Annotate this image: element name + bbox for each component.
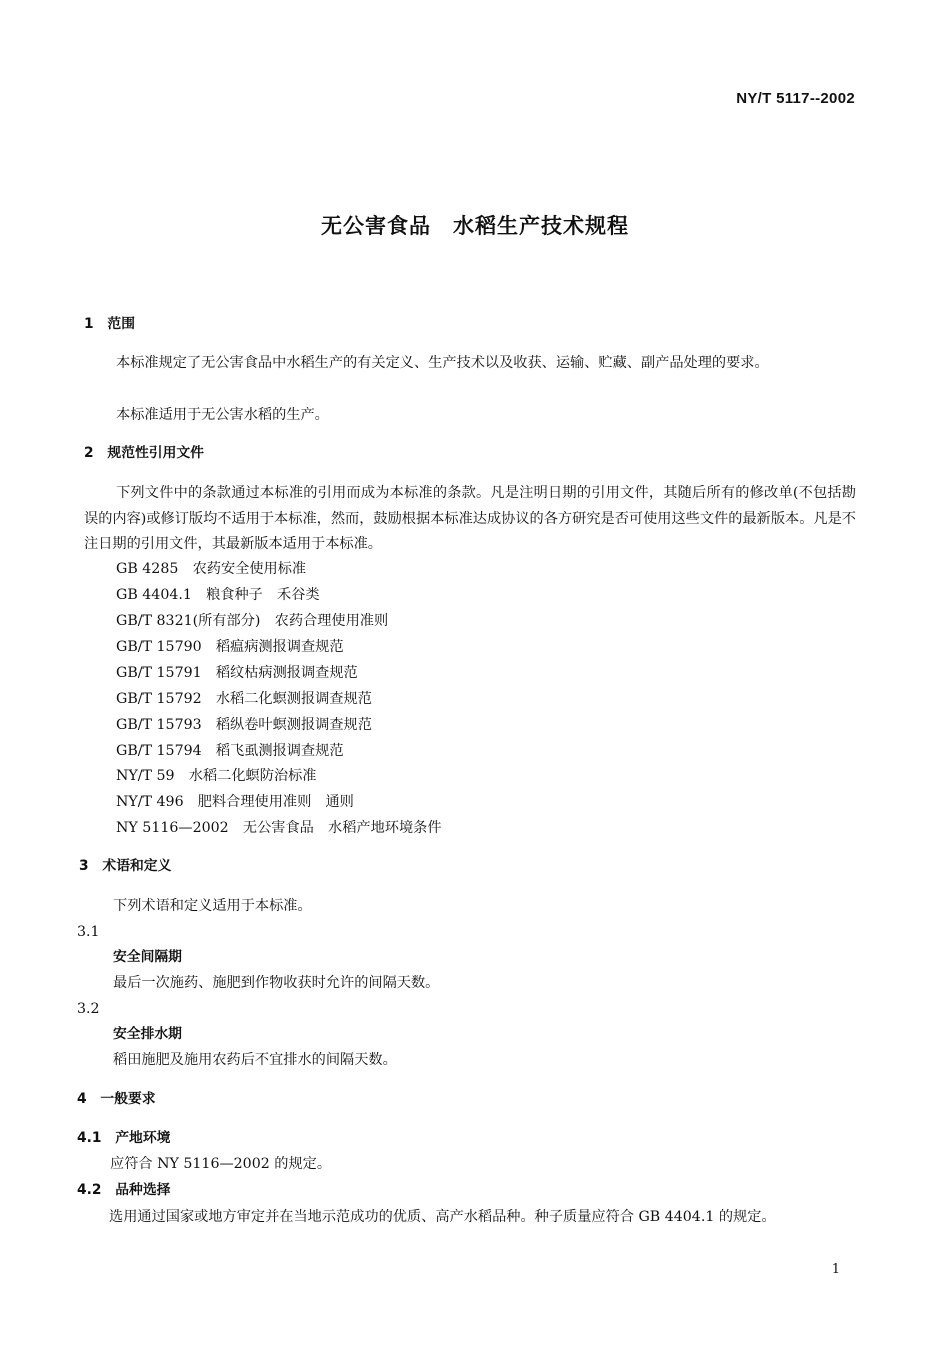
term-3-2-definition: 稻田施肥及施用农药后不宜排水的间隔天数。: [113, 1052, 397, 1068]
reference-item: GB/T 15793 稻纵卷叶螟测报调查规范: [116, 717, 372, 733]
section-4-1-heading: 4.1 产地环境: [77, 1130, 171, 1146]
reference-item: GB/T 15792 水稻二化螟测报调查规范: [116, 691, 372, 707]
term-3-1-number: 3.1: [77, 924, 100, 940]
section-2-paragraph-1: 下列文件中的条款通过本标准的引用而成为本标准的条款。凡是注明日期的引用文件，其随后所有的修改单(不包括勘误的内容)或修订版均不适用于本标准，然而，鼓励根据本标准达成协议的各方研究是否可使用这些文件的最新版本。凡是不注日期的引用文件，其最新版本适用于本标准。: [84, 485, 856, 552]
term-3-2-number: 3.2: [77, 1001, 100, 1017]
reference-item: GB 4285 农药安全使用标准: [116, 561, 307, 577]
section-1-paragraph-2: 本标准适用于无公害水稻的生产。: [116, 407, 329, 423]
section-4-2-text: 选用通过国家或地方审定并在当地示范成功的优质、高产水稻品种。种子质量应符合 GB 4404.1 的规定。: [109, 1209, 776, 1225]
reference-item: NY/T 59 水稻二化螟防治标准: [116, 768, 317, 784]
reference-item: GB/T 15791 稻纹枯病测报调查规范: [116, 665, 358, 681]
section-4-heading: 4 一般要求: [77, 1091, 156, 1107]
term-3-2-name: 安全排水期: [113, 1026, 182, 1042]
reference-item: GB 4404.1 粮食种子 禾谷类: [116, 587, 320, 603]
section-3-paragraph-1: 下列术语和定义适用于本标准。: [113, 898, 312, 914]
term-3-1-definition: 最后一次施药、施肥到作物收获时允许的间隔天数。: [113, 975, 440, 991]
reference-item: GB/T 15790 稻瘟病测报调查规范: [116, 639, 344, 655]
section-3-heading: 3 术语和定义: [79, 858, 172, 874]
section-1-heading: 1 范围: [84, 316, 135, 332]
section-2-heading: 2 规范性引用文件: [84, 445, 204, 461]
standard-code: NY/T 5117--2002: [736, 90, 855, 107]
document-title: 无公害食品 水稻生产技术规程: [321, 214, 629, 238]
section-4-1-text: 应符合 NY 5116—2002 的规定。: [110, 1156, 332, 1172]
term-3-1-name: 安全间隔期: [113, 949, 182, 965]
reference-item: GB/T 15794 稻飞虱测报调查规范: [116, 743, 344, 759]
reference-item: NY/T 496 肥料合理使用准则 通则: [116, 794, 354, 810]
reference-item: NY 5116—2002 无公害食品 水稻产地环境条件: [116, 820, 442, 836]
reference-item: GB/T 8321(所有部分) 农药合理使用准则: [116, 613, 389, 629]
page-number: 1: [831, 1262, 840, 1277]
section-1-paragraph-1: 本标准规定了无公害食品中水稻生产的有关定义、生产技术以及收获、运输、贮藏、副产品处理的要求。: [116, 355, 769, 371]
section-4-2-heading: 4.2 品种选择: [77, 1182, 171, 1198]
